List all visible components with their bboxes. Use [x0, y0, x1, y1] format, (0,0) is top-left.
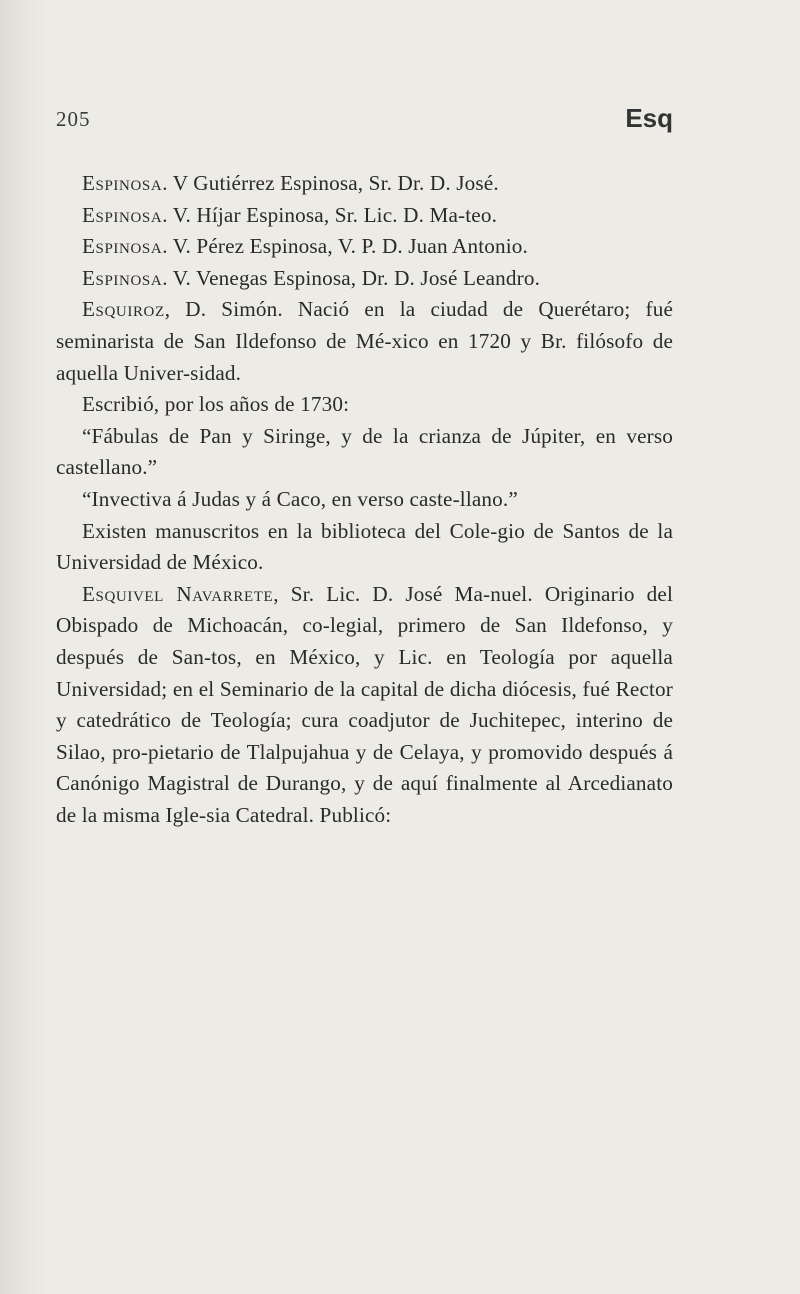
entry-text: , D. Simón. Nació en la ciudad de Querétaro; fué seminarista de San Ildefonso de Mé-xico en 1720 y Br. filósofo de aquella Univer-sidad.	[56, 297, 673, 385]
entry-espinosa-venegas	[56, 263, 673, 295]
entry-text: . V Gutiérrez Espinosa, Sr. Dr. D. José.	[162, 171, 499, 195]
entry-headword: Espinosa	[82, 202, 163, 227]
entry-headword: Esquivel Navarrete	[82, 581, 274, 606]
entry-espinosa-hijar	[56, 200, 673, 232]
page-number: 205	[56, 107, 91, 131]
entry-headword: Espinosa	[82, 265, 163, 290]
entry-esquivel-navarrete	[56, 579, 673, 832]
entry-headword: Espinosa	[82, 171, 163, 195]
entry-text: , Sr. Lic. D. José Ma-nuel. Originario del Obispado de Michoacán, co-legial, primero de San Ildefonso, y después de San-tos, en México, y Lic. en Teología por aquella Universidad; en el Seminario de la capital de dicha diócesis, fué Rector y catedrático de Teología; cura coadjutor de Juchitepec, interino de Silao, pro-pietario de Tlalpujahua y de Celaya, y promovido después á Canónigo Magistral de Durango, y de aquí finalmente al Arcedianato de la misma Igle-sia Catedral. Publicó:	[56, 581, 673, 827]
page-edge-shadow	[0, 0, 46, 1294]
entry-text: . V. Híjar Espinosa, Sr. Lic. D. Ma-teo.	[162, 202, 498, 227]
paragraph-fabulas: “Fábulas de Pan y Siringe, y de la crianza de Júpiter, en verso castellano.”	[56, 423, 673, 480]
entry-headword: Espinosa	[82, 234, 163, 259]
paragraph-escribio: Escribió, por los años de 1730:	[82, 392, 350, 417]
entry-text: . V. Pérez Espinosa, V. P. D. Juan Antonio.	[162, 234, 528, 259]
entry-espinosa-perez	[56, 231, 673, 263]
entry-headword: Esquiroz	[82, 297, 165, 322]
entry-espinosa-gutierrez	[56, 168, 673, 200]
paragraph-existen: Existen manuscritos en la biblioteca del Cole-gio de Santos de la Universidad de México.	[56, 518, 673, 575]
page-header	[56, 103, 673, 143]
body-text	[56, 168, 673, 831]
paragraph-invectiva: “Invectiva á Judas y á Caco, en verso caste-llano.”	[82, 486, 518, 511]
entry-text: . V. Venegas Espinosa, Dr. D. José Leandro.	[162, 265, 541, 290]
entry-esquiroz	[56, 294, 673, 389]
running-head: Esq	[625, 103, 673, 133]
